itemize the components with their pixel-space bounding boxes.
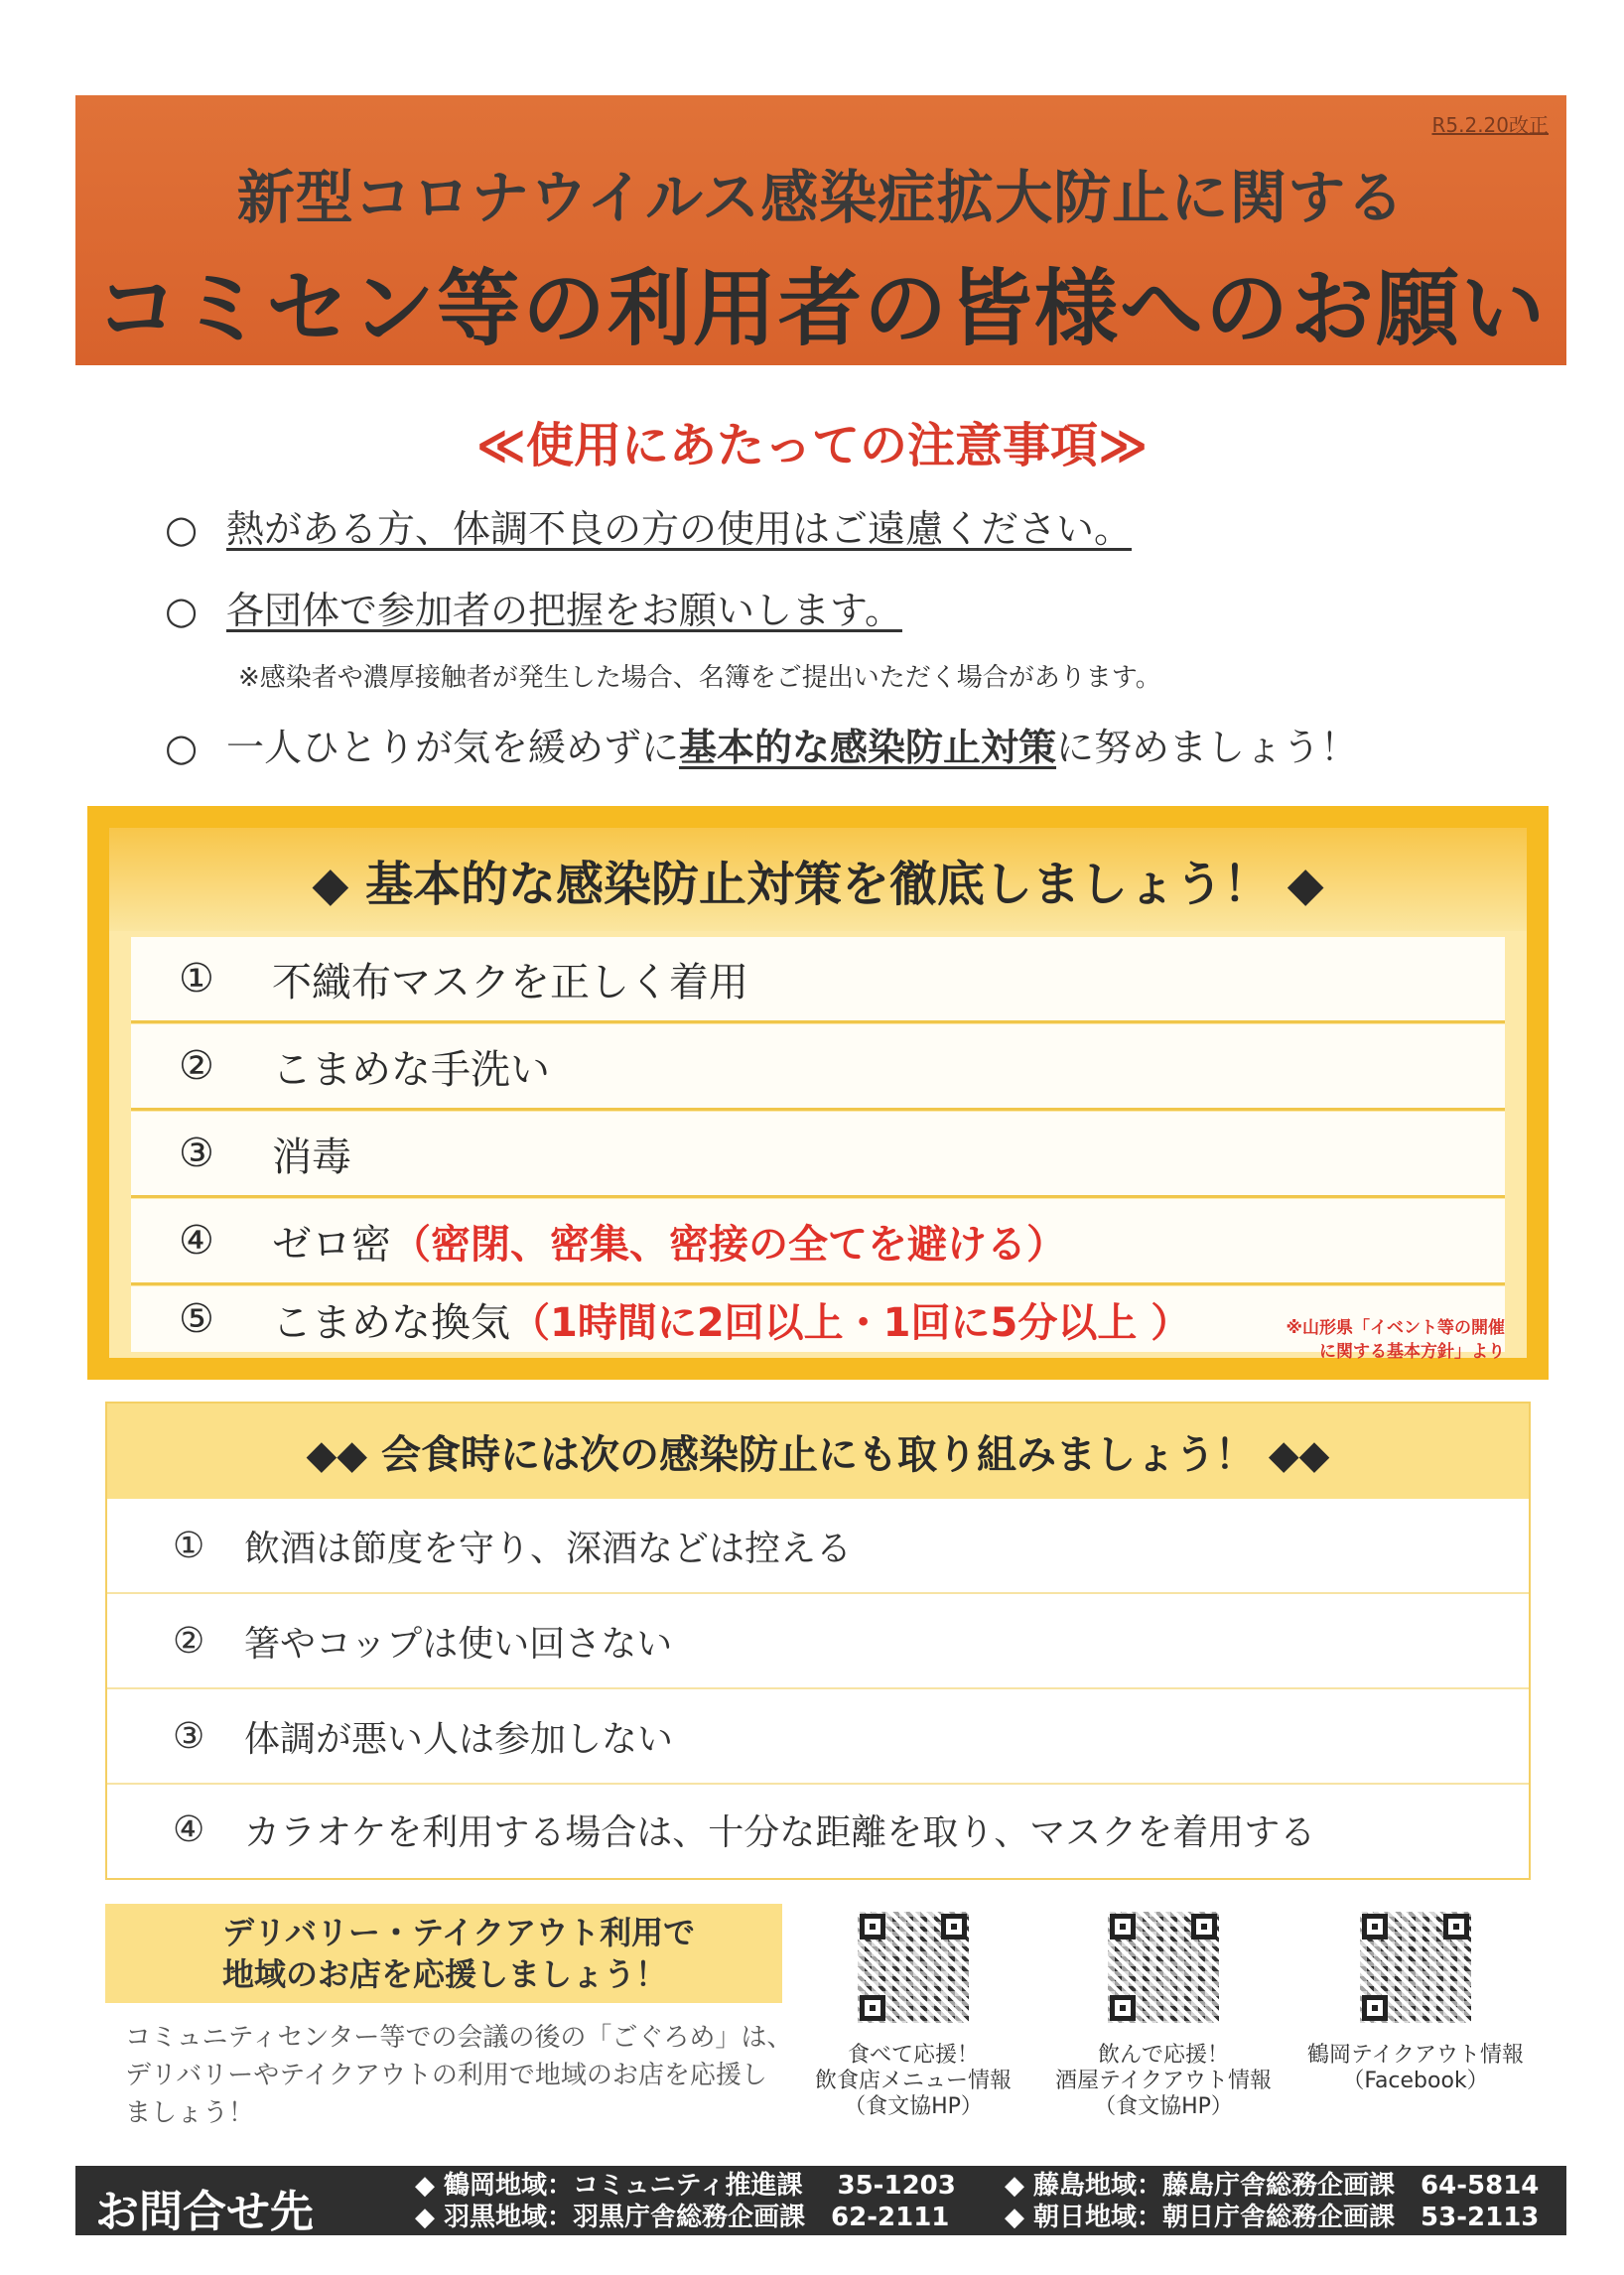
qr-caption-facebook: 鶴岡テイクアウト情報 （Facebook） [1306, 2043, 1525, 2093]
qr-code-facebook[interactable] [1360, 1912, 1471, 2023]
dining-number: ③ [173, 1715, 205, 1757]
contact-tsuruoka: ◆ 鶴岡地域：コミュニティ推進課 35-1203 [415, 2171, 956, 2201]
takeout-promo-banner: デリバリー・テイクアウト利用で 地域のお店を応援しましょう！ [105, 1904, 782, 2003]
measure-text: 消毒 [272, 1134, 351, 1180]
circle-mark: ○ [165, 507, 199, 551]
notice-item-1 [165, 498, 1132, 553]
dining-row [107, 1783, 1529, 1876]
measure-number: ② [179, 1043, 214, 1089]
basic-measures-inner [109, 828, 1527, 1362]
qr-caption-food: 食べて応援！ 飲食店メニュー情報 （食文協HP） [814, 2043, 1012, 2119]
title-line-1: 新型コロナウイルス感染症拡大防止に関する [236, 164, 1406, 231]
measure-row [131, 1199, 1505, 1285]
contact-title: お問合せ先 [95, 2187, 314, 2237]
dining-number: ① [173, 1525, 205, 1566]
dining-text: 飲酒は節度を守り、深酒などは控える [244, 1528, 853, 1569]
measure-text: ゼロ密（密閉、密集、密接の全てを避ける） [272, 1221, 1066, 1268]
measure-row [131, 1112, 1505, 1198]
dining-row [107, 1689, 1529, 1785]
contact-fujishima: ◆ 藤島地域：藤島庁舎総務企画課 64-5814 [1005, 2171, 1540, 2201]
notice-item-3 [165, 717, 1358, 771]
contact-haguro: ◆ 羽黒地域：羽黒庁舎総務企画課 62-2111 [415, 2203, 950, 2232]
page-title: コミセン等の利用者の皆様へのお願い [94, 260, 1547, 357]
basic-measures-heading: ◆ 基本的な感染防止対策を徹底しましょう！ ◆ [109, 828, 1527, 931]
measure-number: ⑤ [179, 1296, 214, 1342]
notice-text: 熱がある方、体調不良の方の使用はご遠慮ください。 [226, 507, 1133, 551]
dining-text: 体調が悪い人は参加しない [244, 1718, 674, 1760]
contact-footer [75, 2166, 1566, 2235]
header-banner [75, 95, 1566, 365]
measure-row [131, 937, 1505, 1023]
notice-text-emphasis: 基本的な感染防止対策 [679, 726, 1057, 769]
revision-date: R5.2.20改正 [1431, 113, 1549, 137]
notice-heading: ≪使用にあたっての注意事項≫ [475, 418, 1149, 473]
measure-text: 不織布マスクを正しく着用 [272, 959, 748, 1005]
dining-number: ④ [173, 1808, 205, 1850]
qr-code-food[interactable] [858, 1912, 969, 2023]
takeout-description: コミュニティセンター等での会議の後の「ごぐろめ」は、 デリバリーやテイクアウトの利用で地域のお店を応援し ましょう！ [125, 2023, 793, 2128]
measure-text: こまめな手洗い [272, 1046, 550, 1093]
measure-number: ③ [179, 1131, 214, 1176]
measure-row [131, 1024, 1505, 1111]
contact-asahi: ◆ 朝日地域：朝日庁舎総務企画課 53-2113 [1005, 2203, 1540, 2232]
circle-mark: ○ [165, 726, 199, 769]
notice-note: ※感染者や濃厚接触者が発生した場合、名簿をご提出いただく場合があります。 [238, 663, 1161, 693]
dining-row [107, 1499, 1529, 1594]
dining-text: 箸やコップは使い回さない [244, 1623, 673, 1665]
dining-heading: ◆◆ 会食時には次の感染防止にも取り組みましょう！ ◆◆ [107, 1404, 1529, 1499]
notice-text-post: に努めましょう！ [1056, 726, 1359, 769]
dining-text: カラオケを利用する場合は、十分な距離を取り、マスクを着用する [244, 1811, 1316, 1853]
notice-text-pre: 一人ひとりが気を緩めずに [226, 726, 680, 769]
circle-mark: ○ [165, 589, 199, 632]
measure-number: ① [179, 956, 214, 1002]
notice-text: 各団体で参加者の把握をお願いします。 [226, 589, 902, 632]
dining-row [107, 1594, 1529, 1689]
dining-measures-box [105, 1402, 1531, 1880]
qr-caption-liquor: 飲んで応援！ 酒屋テイクアウト情報 （食文協HP） [1054, 2043, 1273, 2119]
basic-measures-box [87, 806, 1549, 1380]
source-footnote: ※山形県「イベント等の開催 に関する基本方針」より [1286, 1318, 1505, 1362]
measure-text: こまめな換気（1時間に2回以上・1回に5分以上 ） [272, 1299, 1191, 1346]
notice-item-2 [165, 580, 902, 634]
measure-number: ④ [179, 1218, 214, 1264]
qr-code-liquor[interactable] [1108, 1912, 1219, 2023]
dining-number: ② [173, 1620, 205, 1662]
